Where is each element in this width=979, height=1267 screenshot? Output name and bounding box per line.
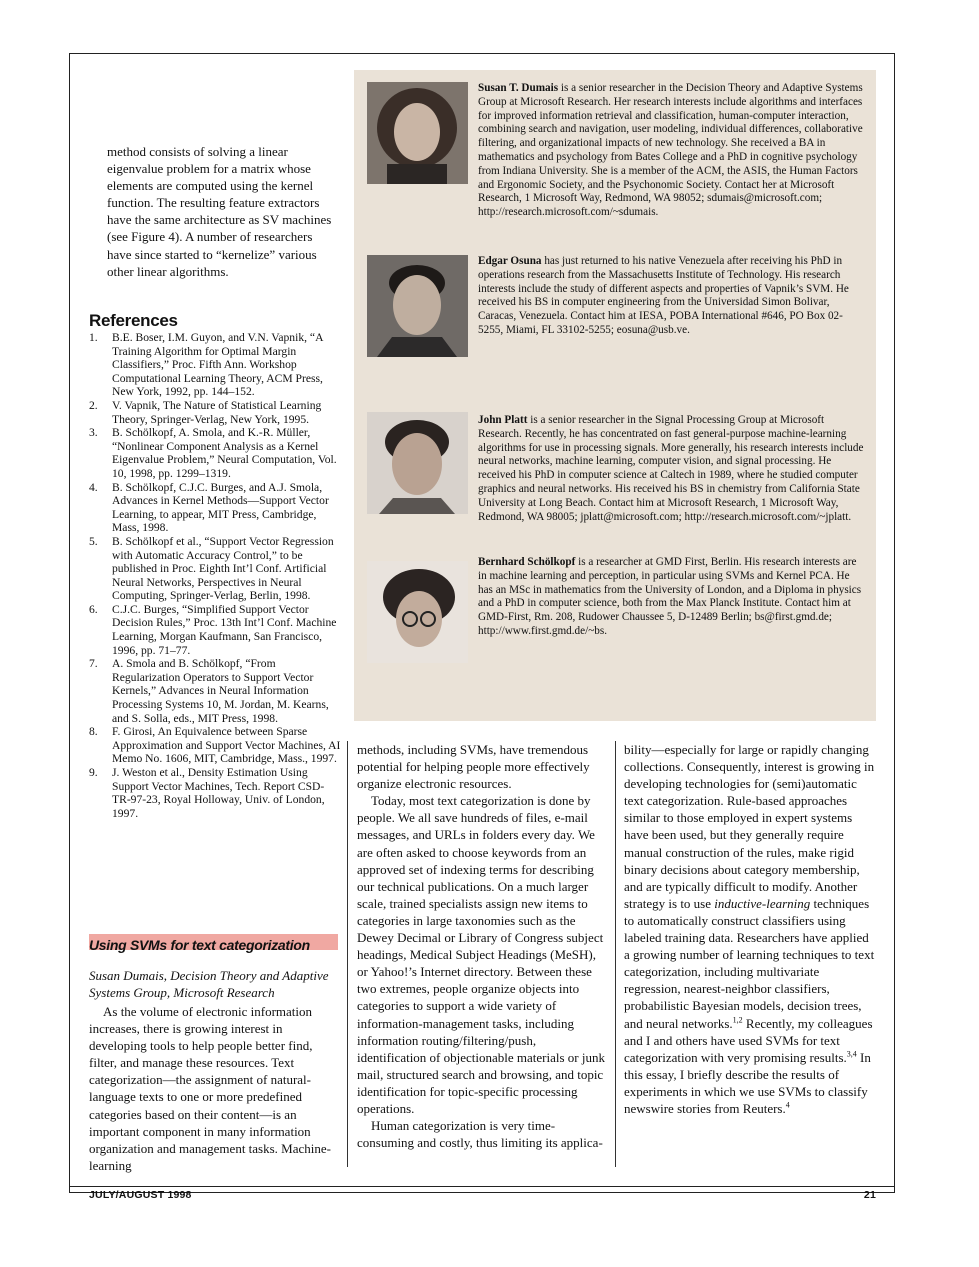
references-list: [89, 331, 341, 820]
footer-rule: [69, 1186, 895, 1187]
bio-text: has just returned to his native Venezuela after receiving his PhD in operations research from the Massachusetts Institute of Technology. His research interests include the study of different aspects and properties of Vapnik’s SVM. He received his BS in computer engineering from the Universidad Simon Bolivar, Caracas, Venezuela. Contact him at IESA, POBA International #646, PO Box 02-5255, Miami, FL 33102-5255; eosuna@usb.ve.: [478, 255, 849, 336]
footer-page-number: 21: [863, 1189, 876, 1201]
bio-text: is a researcher at GMD First, Berlin. His research interests are in machine learning and perception, in particular using SVMs and Kernel PCA. He has an MSc in mathematics from the University of London, and a Diploma in physics and a PhD in computer science, both from the Max Planck Institute. Contact him at GMD-First, Rm. 208, Rudower Chaussee 5, D-12489 Berlin; bs@first.gmd.de; http://www.first.gmd.de/~bs.: [478, 556, 862, 637]
reference-item: 5. B. Schölkopf et al., “Support Vector Regression with Automatic Accuracy Control,” to be published in Proc. Eighth Int’l Conf. Artificial Neural Networks, Perspectives in Neural Computing, Springer-Verlag, Berlin, 1998.: [89, 534, 334, 603]
author-photo-osuna: [367, 255, 468, 357]
intro-paragraph: [107, 143, 339, 280]
column-rule: [347, 741, 348, 1167]
article-column-3: [624, 741, 877, 1117]
author-photo-scholkopf: [367, 561, 468, 663]
article-paragraph: bility—especially for large or rapidly changing collections. Consequently, interest is growing in developing technologies for (semi)automatic text categorization. Rule-based approaches similar to those employed in expert systems have been used, but they generally require manual construction of the rules, make rigid binary decisions about category membership, and are typically difficult to modify. Another strategy is to use inductive-learning techniques to automatically construct classifiers using labeled training data. Researchers have applied a growing number of learning techniques to text categorization, including multivariate regression, nearest-neighbor classifiers, probabilistic Bayesian models, decision trees, and neural networks.$^{1,2}$ Recently, my colleagues and I and others have used SVMs for text categorization with very promising results.$^{3,4}$ In this essay, I briefly describe the results of experiments in which we use SVMs to classify newswire stories from Reuters.$^4$: [624, 742, 875, 1116]
section-title: Using SVMs for text categorization: [89, 937, 310, 953]
bio-osuna: [478, 255, 866, 338]
bio-text: is a senior researcher in the Decision Theory and Adaptive Systems Group at Microsoft Research. Her research interests include algorithms and interfaces for improved information retrieval and classification, human-computer interaction, combining search and navigation, user modeling, individual differences, collaborative filtering, and organizational impacts of new technology. She received a BA in mathematics and psychology from Bates College and a PhD in cognitive psychology from Indiana University. She is a member of the ACM, the ASIS, the Human Factors and Ergonomic Society, and the Psychonomic Society. Contact her at Microsoft Research, 1 Microsoft Way, Redmond, WA 98052; sdumais@microsoft.com; http://research.microsoft.com/~sdumais.: [478, 82, 863, 219]
article-byline: Susan Dumais, Decision Theory and Adaptive Systems Group, Microsoft Research: [89, 968, 329, 1001]
bio-name: John Platt: [478, 414, 528, 426]
bio-name: Bernhard Schölkopf: [478, 556, 576, 568]
article-paragraph: As the volume of electronic information increases, there is growing interest in developing tools to help people better find, filter, and manage these resources. Text categorization—the assignment of natural-language texts to one or more predefined categories based on their content—is an important component in many information organization and management tasks. Machine-learning: [89, 1004, 331, 1173]
bio-dumais: [478, 82, 866, 220]
reference-item: 9. J. Weston et al., Density Estimation Using Support Vector Machines, Tech. Report CSD-TR-97-23, Royal Holloway, Univ. of London, 1997.: [89, 766, 325, 820]
references-heading: References: [89, 311, 178, 330]
article-paragraph: Today, most text categorization is done by people. We all save hundreds of files, e-mail messages, and URLs in folders every day. We are often asked to choose keywords from an approved set of indexing terms for describing our technical publications. On a much larger scale, trained specialists assign new items to categories in large taxonomies such as the Dewey Decimal or Library of Congress subject headings, Medical Subject Headings (MeSH), or Yahoo!’s Internet directory. Between these two extremes, people organize objects into categories to support a wide variety of information-management tasks, including information routing/filtering/push, identification of objectionable materials or junk mail, structured search and browsing, and topic identification for topic-specific processing operations.: [357, 793, 606, 1116]
article-column-1: [89, 1003, 341, 1174]
footer-issue-date: JULY/AUGUST 1998: [89, 1189, 192, 1201]
bio-platt: [478, 414, 866, 524]
article-column-2: [357, 741, 607, 1151]
column-rule: [615, 741, 616, 1167]
author-photo-dumais: [367, 82, 468, 184]
reference-item: 7. A. Smola and B. Schölkopf, “From Regularization Operators to Support Vector Kernels,” Advances in Neural Information Processing Systems 10, M. Jordan, M. Kearns, and S. Solla, eds., MIT Press, 1998.: [89, 657, 329, 725]
article-paragraph: methods, including SVMs, have tremendous potential for helping people more effectively organize electronic resources.: [357, 742, 590, 792]
bio-name: Edgar Osuna: [478, 255, 542, 267]
article-paragraph: Human categorization is very time-consuming and costly, thus limiting its applica-: [357, 1118, 603, 1151]
reference-item: 2. V. Vapnik, The Nature of Statistical Learning Theory, Springer-Verlag, New York, 1995.: [89, 398, 322, 426]
reference-item: 8. F. Girosi, An Equivalence between Sparse Approximation and Support Vector Machines, AI Memo No. 1606, MIT, Cambridge, Mass., 1997.: [89, 725, 341, 766]
reference-item: 6. C.J.C. Burges, “Simplified Support Vector Decision Rules,” Proc. 13th Int’l Conf. Machine Learning, Morgan Kaufmann, San Francisco, 1996, pp. 71–77.: [89, 602, 337, 657]
author-photo-platt: [367, 412, 468, 514]
bio-scholkopf: [478, 556, 866, 639]
intro-text: method consists of solving a linear eigenvalue problem for a matrix whose elements are computed using the kernel function. The resulting feature extractors have the same architecture as SV machines (see Figure 4). A number of researchers have since started to “kernelize” various other linear algorithms.: [107, 144, 332, 279]
reference-item: 4. B. Schölkopf, C.J.C. Burges, and A.J. Smola, Advances in Kernel Methods—Support Vector Learning, to appear, MIT Press, Cambridge, Mass, 1998.: [89, 480, 329, 535]
bio-text: is a senior researcher in the Signal Processing Group at Microsoft Research. Recently, he has concentrated on fast general-purpose machine-learning algorithms for use in processing signals. More generally, his research interests include neural networks, machine learning, computer vision, and signal processing. He received his PhD in computer science at Caltech in 1989, where he studied computer graphics and neural networks. His received his BS in chemistry from California State University at Long Beach. Contact him at Microsoft Research, 1 Microsoft Way, Redmond, WA 98005; jplatt@microsoft.com; http://research.microsoft.com/~jplatt.: [478, 414, 864, 523]
reference-item: 3. B. Schölkopf, A. Smola, and K.-R. Müller, “Nonlinear Component Analysis as a Kernel Eigenvalue Problem,” Neural Computation, Vol. 10, 1998, pp. 1299–1319.: [89, 426, 337, 480]
reference-item: 1. B.E. Boser, I.M. Guyon, and V.N. Vapnik, “A Training Algorithm for Optimal Margin Classifiers,” Proc. Fifth Ann. Workshop Computational Learning Theory, ACM Press, New York, 1992, pp. 144–152.: [89, 331, 323, 399]
bio-name: Susan T. Dumais: [478, 82, 559, 94]
